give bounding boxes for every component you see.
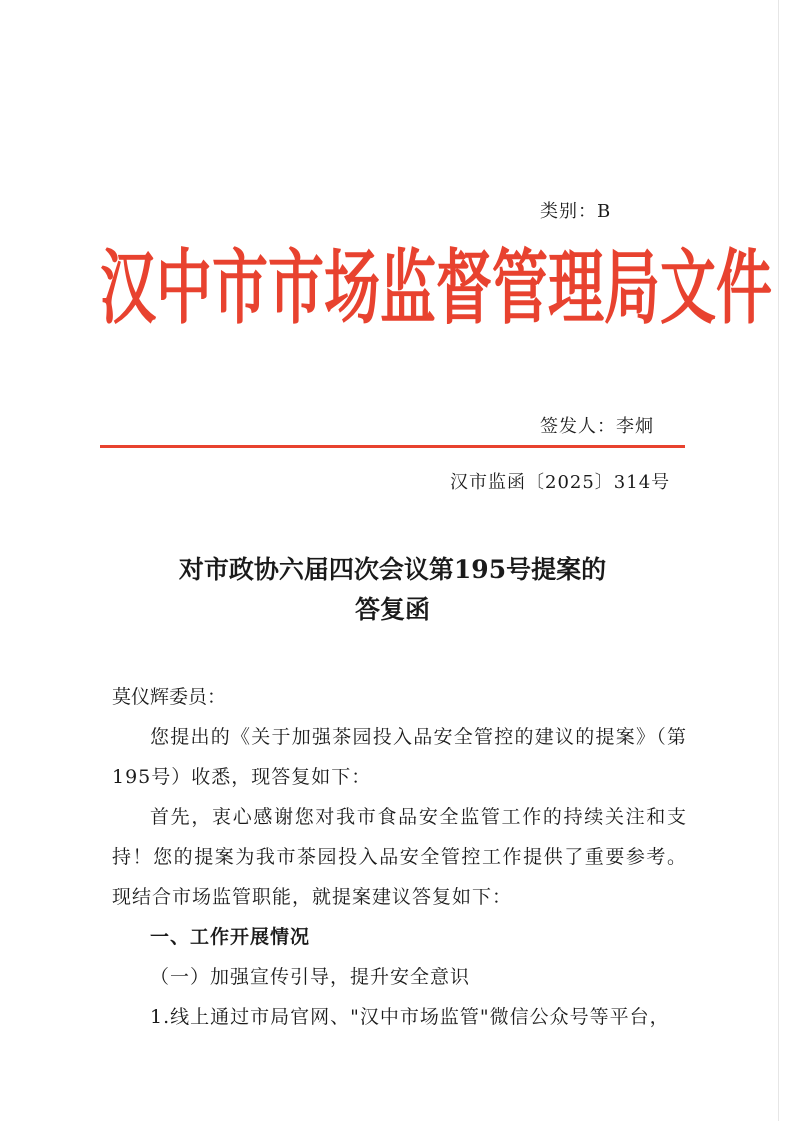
signer-label: 签发人：李炯 [540,416,654,437]
subsection-heading: （一）加强宣传引导，提升安全意识 [150,966,471,988]
masthead-char: 汉 [100,242,156,337]
masthead-char: 文 [660,242,716,337]
masthead-char: 市 [212,242,268,337]
paragraph-item-1: 1.线上通过市局官网、"汉中市场监管"微信公众号等平台， [150,1006,670,1028]
red-divider [100,445,685,448]
title-line-2: 答复函 [354,595,430,624]
category-label: 类别：B [540,201,612,222]
masthead-char: 理 [548,242,604,337]
salutation: 莫仪辉委员： [112,686,227,708]
paragraph-thanks: 首先，衷心感谢您对我市食品安全监管工作的持续关注和支持！您的提案为我市茶园投入品安全管控工作提供了重要参考。现结合市场监管职能，就提案建议答复如下： [112,806,687,908]
masthead-title [100,235,772,345]
masthead-char: 中 [156,242,212,337]
scan-edge-line [778,0,779,1121]
masthead-char: 场 [324,242,380,337]
document-body [112,677,687,1037]
masthead-char: 件 [716,242,772,337]
masthead-char: 局 [604,242,660,337]
masthead-char: 管 [492,242,548,337]
paragraph-receipt: 您提出的《关于加强茶园投入品安全管控的建议的提案》（第195号）收悉，现答复如下： [112,726,687,788]
masthead-char: 市 [268,242,324,337]
section-heading: 一、工作开展情况 [150,926,311,948]
document-title [100,550,685,630]
masthead-char: 监 [380,242,436,337]
document-number: 汉市监函〔2025〕314号 [450,472,671,493]
masthead-char: 督 [436,242,492,337]
title-line-1: 对市政协六届四次会议第195号提案的 [178,555,607,584]
